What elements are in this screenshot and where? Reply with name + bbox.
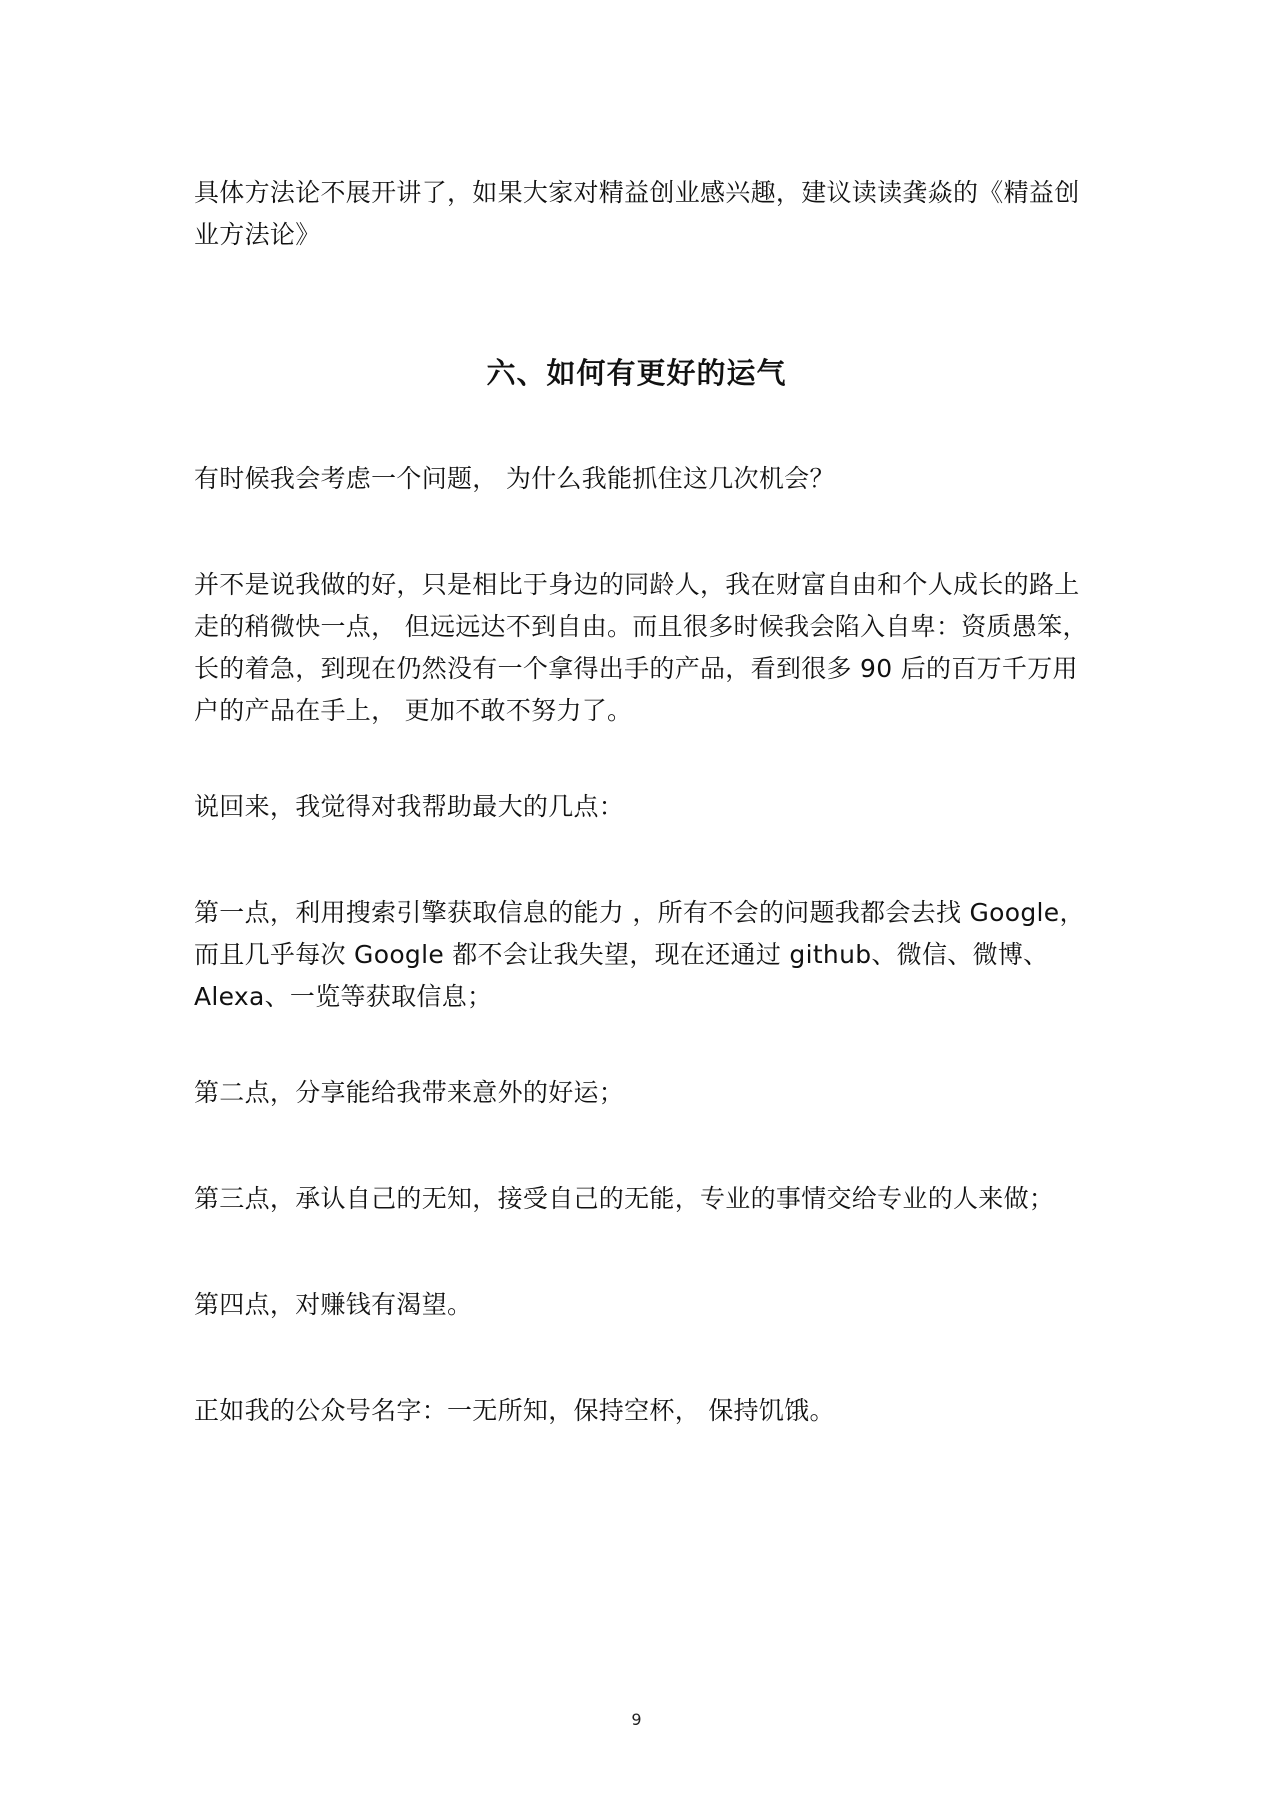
paragraph-question: 有时候我会考虑一个问题， 为什么我能抓住这几次机会？: [194, 464, 835, 493]
paragraph-key-points-intro: 说回来，我觉得对我帮助最大的几点：: [194, 792, 625, 821]
page-number: 9: [631, 1710, 642, 1729]
intro-paragraph: 具体方法论不展开讲了，如果大家对精益创业感兴趣，建议读读龚焱的《精益创业方法论》: [194, 178, 1080, 249]
paragraph-point-one: 第一点，利用搜索引擎获取信息的能力 ，所有不会的问题我都会去找 Google，而且几乎每次 Google 都不会让我失望，现在还通过 github、微信、微博、Alexa、一览等获取信息；: [194, 898, 1085, 1011]
paragraph-self-reflection: 并不是说我做的好，只是相比于身边的同龄人，我在财富自由和个人成长的路上走的稍微快一点， 但远远达不到自由。而且很多时候我会陷入自卑：资质愚笨，长的着急，到现在仍然没有一个拿得出手的产品，看到很多 90 后的百万千万用户的产品在手上， 更加不敢不努力了。: [194, 570, 1088, 725]
section-heading: 六、如何有更好的运气: [486, 356, 787, 390]
paragraph-point-four: 第四点，对赚钱有渴望。: [194, 1290, 473, 1319]
paragraph-point-two: 第二点，分享能给我带来意外的好运；: [194, 1078, 625, 1107]
paragraph-closing: 正如我的公众号名字：一无所知，保持空杯， 保持饥饿。: [194, 1396, 835, 1425]
paragraph-point-three: 第三点，承认自己的无知，接受自己的无能，专业的事情交给专业的人来做；: [194, 1184, 1055, 1213]
